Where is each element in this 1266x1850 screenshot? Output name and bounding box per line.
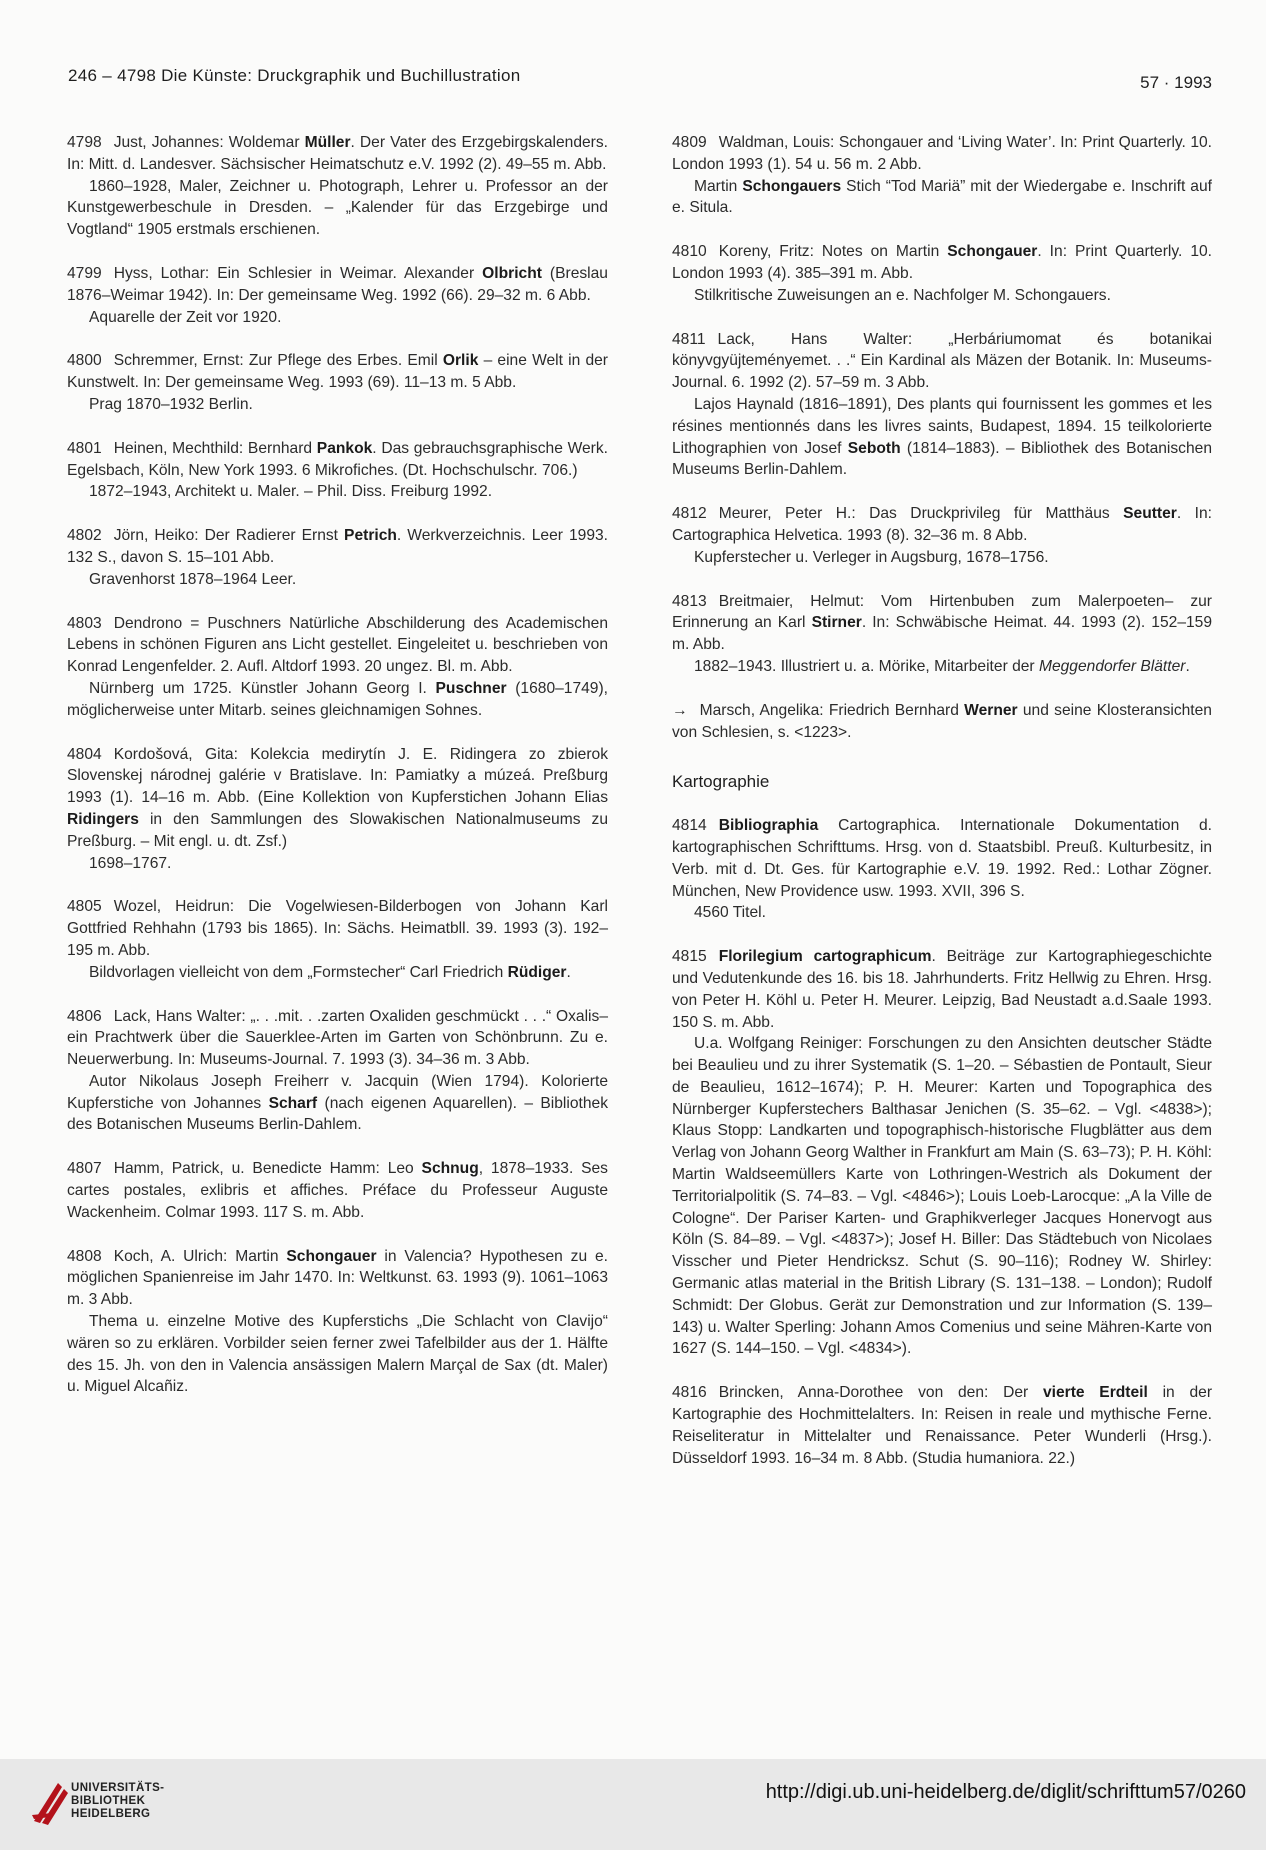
entry-citation (672, 1382, 1212, 1469)
subject-keyword: Stirner (811, 614, 862, 632)
citation-text: . Der Vater des Erzgebirgskalenders. In: Mitt. d. Landesver. Sächsischer Heimatschutz e.V. 1992 (2). 49–55 m. Abb. (67, 134, 608, 173)
entry-number: 4816 (672, 1384, 707, 1402)
subject-keyword: Bibliographia (718, 817, 819, 835)
entry-number: 4812 (672, 505, 707, 523)
citation-text: Waldman, Louis: Schongauer and ‘Living Water’. In: Print Quarterly. 10. London 1993 (1). 54 u. 56 m. 2 Abb. (672, 134, 1212, 173)
citation-text: . Das gebrauchsgraphische Werk. Egelsbach, Köln, New York 1993. 6 Mikrofiches. (Dt. Hochschulschr. 706.) (67, 439, 608, 479)
subject-keyword: Schongauer (286, 1247, 377, 1265)
citation-text: Dendrono = Puschners Natürliche Abschilderung des Academischen Lebens in schönen Figuren ans Licht gestellet. Eingeleitet u. beschrieben von Konrad Lengenfelder. 2. Aufl. Altdorf 1993. 20 ungez. Bl. m. Abb. (67, 614, 608, 676)
entry-citation (672, 241, 1212, 285)
citation-text: Heinen, Mechthild: Bernhard (113, 439, 317, 457)
entry-annotation: 1882–1943. Illustriert u. a. Mörike, Mitarbeiter der Meggendorfer Blätter. (694, 657, 1190, 675)
bibliography-entry (67, 896, 608, 983)
citation-text: Marsch, Angelika: Friedrich Bernhard (699, 701, 965, 719)
citation-text: Cartographica. Internationale Dokumentation d. kartographischen Schrifttums. Hrsg. von d. Staatsbibl. Preuß. Kulturbesitz, in Verb. mit d. Dt. Ges. für Kartographie e.V. 19. 1992. Red.: Lothar Zögner. München, New Providence usw. 1993. XVII, 396 S. (672, 817, 1212, 900)
subject-keyword: Orlik (442, 352, 479, 370)
citation-text: Koch, A. Ulrich: Martin (113, 1247, 287, 1265)
entry-annotation: U.a. Wolfgang Reiniger: Forschungen zu den Ansichten deutscher Städte bei Beaulieu und zu ihrer Systematik (S. 1–20. – Sébastien de Pontault, Sieur de Beaulieu, 1612–1674); P. H. Meurer: Karten und Topographica des Nürnberger Kupferstechers Balthasar Jenichen (S. 35–62. – Vgl. <4838>); Klaus Stopp: Landkarten und topographisch-historische Flugblätter aus dem Verlag von Johann Georg Walther in Frankfurt am Main (S. 63–73); P. H. Köhl: Martin Waldseemüllers Karte von Lothringen-Westrich als Dokument der Territorialpolitik (S. 74–83. – Vgl. <4846>); Louis Loeb-Larocque: „A la Ville de Cologne“. Der Pariser Karten- und Graphikverleger Jacques Honervogt aus Köln (S. 84–89. – Vgl. <4837>); Josef H. Biller: Das Städtebuch von Nicolaes Visscher und Pieter Hendricksz. Schut (S. 90–116); Rodney W. Shirley: Germanic atlas material in the British Library (S. 131–138. – London); Rudolf Schmidt: Der Globus. Gerät zur Demonstration und zur Information (S. 139–143) u. Walter Sperling: Johann Amos Comenius und seine Mähren-Karte von 1627 (S. 144–150. – Vgl. <4834>). (672, 1035, 1212, 1358)
entry-number: 4809 (672, 134, 707, 151)
entry-citation (672, 700, 1212, 744)
subject-keyword: Ridingers (67, 810, 139, 828)
citation-text: . In: Print Quarterly. 10. London 1993 (4). 385–391 m. Abb. (672, 243, 1213, 282)
entry-citation (67, 525, 608, 569)
source-url-link[interactable]: http://digi.ub.uni-heidelberg.de/diglit/schrifttum57/0260 (765, 1781, 1246, 1803)
entry-number: 4805 (67, 898, 102, 916)
entry-citation (67, 132, 608, 176)
bibliography-entry (67, 525, 608, 590)
bibliography-entry (672, 329, 1212, 482)
subject-keyword: Pankok (316, 439, 373, 457)
entry-citation (672, 132, 1212, 176)
bibliography-entry (672, 591, 1212, 678)
citation-text: Lack, Hans Walter: „. . .mit. . .zarten Oxaliden geschmückt . . .“ Oxalis–ein Prachtwerk über die Sauerklee-Arten im Garten von Schönbrunn. Zu e. Neuerwerbung. In: Museums-Journal. 7. 1993 (3). 34–36 m. 3 Abb. (67, 1007, 608, 1069)
entry-annotation: Gravenhorst 1878–1964 Leer. (89, 570, 297, 588)
entry-annotation: Thema u. einzelne Motive des Kupferstichs „Die Schlacht von Clavijo“ wären so zu erklären. Vorbilder seien ferner zwei Tafelbilder aus der 1. Hälfte des 15. Jh. von den in Valencia ansässigen Malern Marçal de Sax (dt. Maler) u. Miguel Alcañiz. (67, 1313, 608, 1396)
bibliography-entry (672, 1382, 1212, 1469)
section-heading-kartographie: Kartographie (672, 772, 770, 792)
entry-annotation: Nürnberg um 1725. Künstler Johann Georg I. Puschner (1680–1749), möglicherweise unter Mitarb. seines gleichnamigen Sohnes. (67, 679, 608, 719)
subject-keyword: Schongauers (742, 177, 842, 195)
entry-citation (67, 350, 608, 394)
bibliography-entry (672, 815, 1212, 924)
entry-citation (67, 613, 608, 678)
entry-annotation: Kupferstecher u. Verleger in Augsburg, 1678–1756. (694, 548, 1049, 566)
entry-number: 4800 (67, 352, 102, 370)
periodical-title: Meggendorfer Blätter (1038, 657, 1186, 675)
subject-keyword: Scharf (268, 1094, 318, 1112)
entry-number: 4810 (672, 243, 707, 261)
entry-number: 4804 (67, 745, 102, 763)
entry-citation (67, 1158, 608, 1223)
subject-keyword: Werner (964, 701, 1018, 719)
citation-text: Kordošová, Gita: Kolekcia medirytín J. E. Ridingera zo zbierok Slovenskej národnej galérie v Bratislave. In: Pamiatky a múzeá. Preßburg 1993 (1). 14–16 m. Abb. (Eine Kollektion von Kupferstichen Johann Elias (67, 745, 608, 807)
bibliography-entry (672, 241, 1212, 306)
entry-annotation: 1860–1928, Maler, Zeichner u. Photograph, Lehrer u. Professor an der Kunstgewerbeschule in Dresden. – „Kalender für das Erzgebirge und Vogtland“ 1905 erstmals erschienen. (67, 177, 608, 239)
citation-text: – eine Welt in der Kunstwelt. In: Der gemeinsame Weg. 1993 (69). 11–13 m. 5 Abb. (67, 352, 608, 392)
citation-text: . Werkverzeichnis. Leer 1993. 132 S., davon S. 15–101 Abb. (67, 527, 609, 566)
bibliography-entry (67, 350, 608, 415)
entry-citation (672, 591, 1212, 656)
entry-annotation: 1698–1767. (89, 854, 172, 872)
bibliography-entry (672, 700, 1212, 744)
citation-text: Hyss, Lothar: Ein Schlesier in Weimar. Alexander (113, 264, 483, 282)
entry-number: 4813 (672, 592, 707, 610)
entry-citation (672, 329, 1212, 394)
page-volume-year: 57 · 1993 (1140, 73, 1212, 92)
subject-keyword: Rüdiger (507, 963, 567, 981)
entry-number: 4814 (672, 817, 707, 835)
bibliography-entry (67, 263, 608, 328)
entry-number: 4806 (67, 1007, 102, 1025)
footer-bar (0, 1759, 1266, 1850)
citation-text: Breitmaier, Helmut: Vom Hirtenbuben zum Malerpoeten– zur Erinnerung an Karl (672, 592, 1212, 632)
subject-keyword: Puschner (435, 679, 507, 697)
entry-number: 4811 (672, 330, 706, 348)
entry-annotation: 4560 Titel. (694, 904, 766, 922)
entry-number: 4799 (67, 264, 102, 282)
bibliography-entry (67, 1006, 608, 1137)
entry-number: 4802 (67, 527, 102, 545)
citation-text: in den Sammlungen des Slowakischen Nationalmuseums zu Preßburg. – Mit engl. u. dt. Zsf.) (67, 810, 608, 850)
entry-number: 4798 (67, 134, 102, 151)
entry-citation (672, 946, 1212, 1033)
running-head: 246 – 4798 Die Künste: Druckgraphik und Buchillustration (68, 66, 521, 85)
citation-text: Schremmer, Ernst: Zur Pflege des Erbes. Emil (113, 352, 443, 370)
subject-keyword: Seutter (1123, 505, 1177, 523)
citation-text: , 1878–1933. Ses cartes postales, exlibris et affiches. Préface du Professeur Auguste Wackenheim. Colmar 1993. 117 S. m. Abb. (67, 1160, 608, 1221)
bibliography-entry (67, 438, 608, 503)
bibliography-entry (67, 1246, 608, 1399)
citation-text: in Valencia? Hypothesen zu e. möglichen Spanienreise im Jahr 1470. In: Weltkunst. 63. 1993 (9). 1061–1063 m. 3 Abb. (67, 1247, 608, 1309)
citation-text: und seine Klosteransichten von Schlesien, s. <1223>. (672, 701, 1212, 741)
right-column (672, 132, 1212, 1491)
citation-text: Meurer, Peter H.: Das Druckprivileg für Matthäus (718, 505, 1124, 523)
subject-keyword: Seboth (847, 439, 901, 457)
subject-keyword: Schongauer (947, 243, 1038, 261)
subject-keyword: vierte Erdteil (1042, 1384, 1148, 1402)
citation-text: Jörn, Heiko: Der Radierer Ernst (113, 527, 345, 545)
subject-keyword: Florilegium cartographicum (718, 948, 932, 966)
entry-citation (672, 503, 1212, 547)
subject-keyword: Olbricht (482, 264, 542, 282)
entry-citation (67, 744, 608, 853)
entry-citation (67, 896, 608, 961)
entry-citation (67, 1006, 608, 1071)
citation-text: . In: Schwäbische Heimat. 44. 1993 (2). 152–159 m. Abb. (672, 614, 1213, 654)
bibliography-entry (672, 946, 1212, 1360)
entry-annotation: Martin Schongauers Stich “Tod Mariä” mit der Wiedergabe e. Inschrift auf e. Situla. (672, 177, 1212, 217)
bibliography-entry (67, 613, 608, 722)
bibliography-entry (67, 132, 608, 241)
entry-annotation: Stilkritische Zuweisungen an e. Nachfolger M. Schongauers. (694, 286, 1111, 304)
library-name: UNIVERSITÄTS- BIBLIOTHEK HEIDELBERG (71, 1782, 165, 1820)
left-column (67, 132, 608, 1420)
subject-keyword: Müller (304, 134, 351, 151)
entry-citation (67, 438, 608, 482)
citation-text: in der Kartographie des Hochmittelalters. In: Reisen in reale und mythische Ferne. Reiseliteratur in Mittelalter und Renaissance. Peter Wunderli (Hrsg.). Düsseldorf 1993. 16–34 m. 8 Abb. (Studia humaniora. 22.) (672, 1384, 1213, 1467)
subject-keyword: Schnug (421, 1160, 479, 1178)
entry-citation (672, 815, 1212, 902)
citation-text: Brincken, Anna-Dorothee von den: Der (718, 1384, 1043, 1402)
bibliography-entry (67, 1158, 608, 1223)
entry-number: → (672, 701, 688, 719)
citation-text: Hamm, Patrick, u. Benedicte Hamm: Leo (113, 1160, 422, 1178)
entry-number: 4801 (67, 439, 102, 457)
entry-number: 4807 (67, 1160, 102, 1178)
citation-text: Lack, Hans Walter: „Herbáriumomat és botanikai könyvgyüjteményemet. . .“ Ein Kardinal als Mäzen der Botanik. In: Museums-Journal. 6. 1992 (2). 57–59 m. 3 Abb. (672, 330, 1212, 392)
citation-text: Koreny, Fritz: Notes on Martin (718, 243, 948, 261)
entry-annotation: Autor Nikolaus Joseph Freiherr v. Jacquin (Wien 1794). Kolorierte Kupferstiche von Johannes Scharf (nach eigenen Aquarellen). – Bibliothek des Botanischen Museums Berlin-Dahlem. (67, 1072, 608, 1134)
entry-number: 4815 (672, 948, 707, 966)
citation-text: . In: Cartographica Helvetica. 1993 (8). 32–36 m. 8 Abb. (672, 505, 1212, 544)
entry-citation (67, 1246, 608, 1311)
entry-number: 4803 (67, 614, 102, 632)
entry-citation (67, 263, 608, 307)
citation-text: . Beiträge zur Kartographiegeschichte und Vedutenkunde des 16. bis 18. Jahrhunderts. Fritz Hellwig zu Ehren. Hrsg. von Peter H. Köhl u. Peter H. Meurer. Leipzig, Bad Neustadt a.d.Saale 1993. 150 S. m. Abb. (672, 948, 1212, 1031)
citation-text: (Breslau 1876–Weimar 1942). In: Der gemeinsame Weg. 1992 (66). 29–32 m. 6 Abb. (67, 264, 608, 304)
bibliography-entry (672, 132, 1212, 219)
entry-annotation: Aquarelle der Zeit vor 1920. (89, 308, 282, 326)
entry-number: 4808 (67, 1247, 102, 1265)
citation-text: Just, Johannes: Woldemar (113, 134, 305, 151)
citation-text: Wozel, Heidrun: Die Vogelwiesen-Bilderbogen von Johann Karl Gottfried Rehhahn (1793 bis 1865). In: Sächs. Heimatbll. 39. 1993 (3). 192–195 m. Abb. (67, 898, 608, 959)
bibliography-entry (67, 744, 608, 875)
entry-annotation: Lajos Haynald (1816–1891), Des plants qui fournissent les gommes et les résines mentionnés dans les livres saints, Budapest, 1894. 15 teilkolorierte Lithographien von Josef Seboth (1814–1883). – Bibliothek des Botanischen Museums Berlin-Dahlem. (672, 395, 1212, 479)
subject-keyword: Petrich (344, 527, 397, 545)
bibliography-entry (672, 503, 1212, 568)
entry-annotation: Bildvorlagen vielleicht von dem „Formstecher“ Carl Friedrich Rüdiger. (89, 963, 571, 981)
entry-annotation: 1872–1943, Architekt u. Maler. – Phil. Diss. Freiburg 1992. (89, 483, 493, 501)
entry-annotation: Prag 1870–1932 Berlin. (89, 395, 253, 413)
